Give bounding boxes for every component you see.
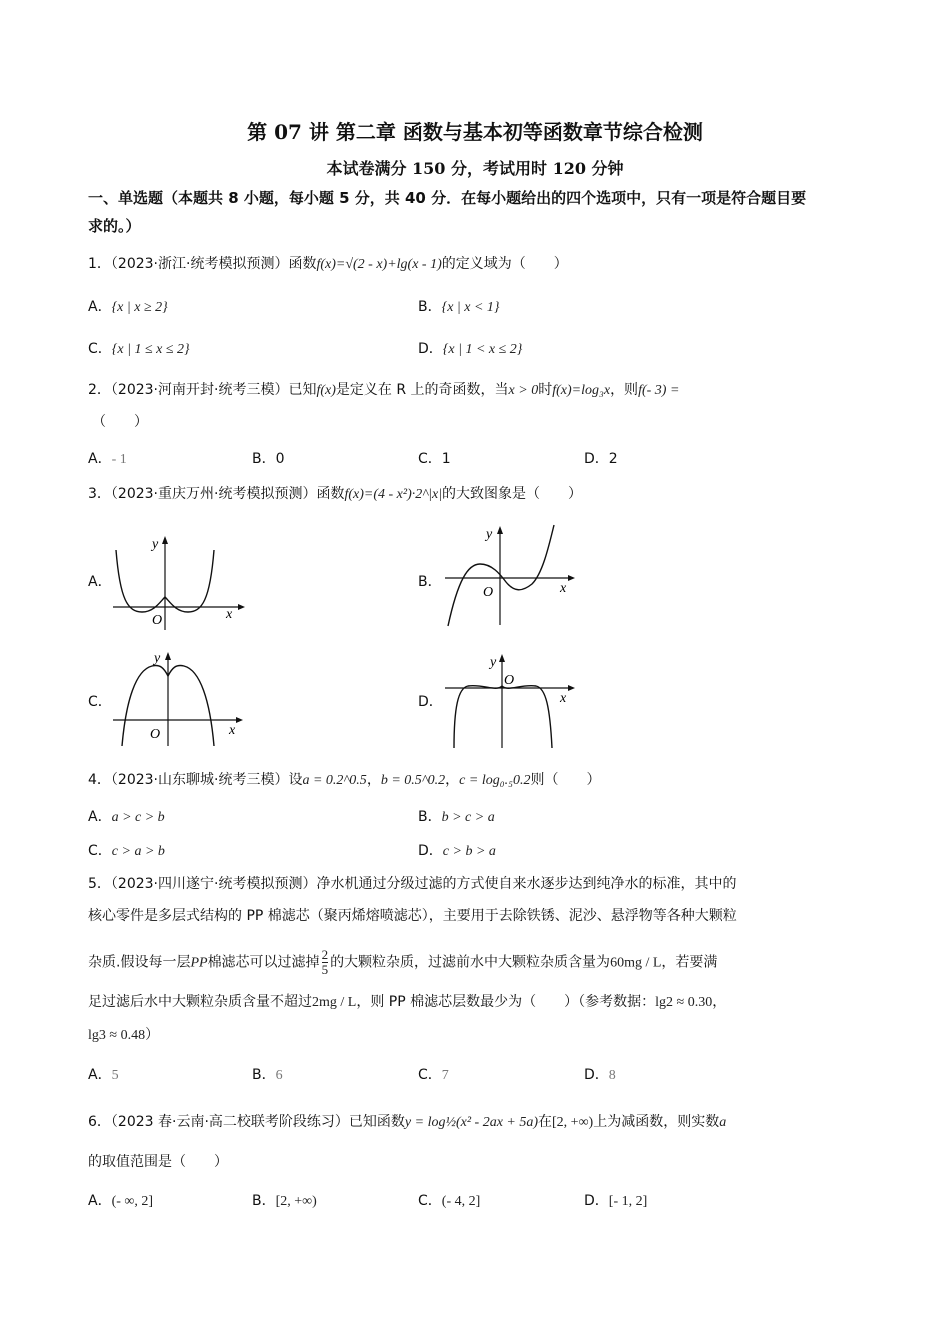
question-5-line2: 核心零件是多层式结构的 PP 棉滤芯（聚丙烯熔喷滤芯），主要用于去除铁锈、泥沙、悬浮物等各种大颗粒 [88,908,737,924]
y-label: y [154,651,161,666]
origin-label: O [152,613,163,628]
q4-option-c[interactable]: C．c > a > b [88,843,165,859]
q3-graph-b[interactable] [440,520,580,630]
q2-option-b[interactable]: B．0 [252,451,285,467]
q4-option-a[interactable]: A．a > c > b [88,809,165,825]
y-label: y [490,655,497,670]
question-1 [88,254,568,275]
question-source: （2023·浙江·统考模拟预测）函数 [110,256,317,272]
q3-option-c[interactable]: C． [88,694,112,710]
q3-option-b[interactable]: B． [418,574,442,590]
q3-option-a[interactable]: A． [88,574,112,590]
q1-option-b[interactable]: B．{x | x < 1} [418,299,500,315]
y-arrow [162,536,168,544]
section-heading: 一、单选题（本题共 8 小题，每小题 5 分，共 40 分．在每小题给出的四个选项中，只有一项是符合题目要 [88,189,807,207]
origin-label: O [150,727,161,742]
y-arrow [165,652,171,660]
q3-graph-a[interactable] [108,530,248,635]
origin-label: O [483,585,494,600]
question-5: 5．（2023·四川遂宁·统考模拟预测）净水机通过分级过滤的方式使自来水逐步达到纯净水的标准，其中的 [88,876,737,892]
q2-option-c[interactable]: C．1 [418,451,451,467]
question-6-line2: 的取值范围是（ ） [88,1154,228,1170]
x-arrow [568,685,575,691]
question-5-line4: 足过滤后水中大颗粒杂质含量不超过2mg / L，则 PP 棉滤芯层数最少为（ ）（参考数据：lg2 ≈ 0.30， [88,994,727,1010]
x-label: x [229,723,236,738]
question-3: 3．（2023·重庆万州·统考模拟预测）函数f(x)=(4 - x²)·2^|x|的大致图象是（ ） [88,486,583,502]
q4-option-d[interactable]: D．c > b > a [418,843,496,859]
fraction-denominator: 5 [321,962,329,977]
q6-option-d[interactable]: D．[- 1, 2] [584,1193,648,1209]
x-arrow [568,575,575,581]
q4-option-b[interactable]: B．b > c > a [418,809,495,825]
x-label: x [226,607,233,622]
y-label: y [152,537,159,552]
question-tail: 的定义域为（ ） [441,256,568,272]
q1-option-a[interactable]: A．{x | x ≥ 2} [88,299,168,315]
q5-option-a[interactable]: A．5 [88,1067,119,1083]
section-heading-cont: 求的。） [88,217,141,235]
y-arrow [499,654,505,662]
origin-label: O [504,673,515,688]
question-5-line5: lg3 ≈ 0.48） [88,1028,160,1043]
q6-option-c[interactable]: C．(- 4, 2] [418,1193,481,1209]
question-2: 2．（2023·河南开封·统考三模）已知f(x)是定义在 R 上的奇函数，当x > 0时f(x)=log₃x，则f(- 3) = [88,382,680,398]
q5-option-b[interactable]: B．6 [252,1067,283,1083]
y-label: y [486,527,493,542]
curve [448,525,554,626]
page-title: 第 07 讲 第二章 函数与基本初等函数章节综合检测 [247,120,703,144]
question-5-line3: 杂质.假设每一层PP棉滤芯可以过滤掉 $\frac{2}{5}$ 的大颗粒杂质，过滤前水中大颗粒杂质含量为60mg / L，若要满 [88,947,718,977]
x-label: x [560,581,567,596]
q5-option-d[interactable]: D．8 [584,1067,616,1083]
x-arrow [236,717,243,723]
page-subtitle: 本试卷满分 150 分，考试用时 120 分钟 [326,159,624,178]
y-arrow [497,526,503,534]
q6-option-a[interactable]: A．(- ∞, 2] [88,1193,154,1209]
question-2-paren: （ ） [92,414,148,430]
curve [454,686,552,748]
question-formula: f(x)=√(2 - x)+lg(x - 1) [316,257,442,272]
q5-option-c[interactable]: C．7 [418,1067,449,1083]
x-arrow [238,604,245,610]
question-4: 4．（2023·山东聊城·统考三模）设a = 0.2^0.5，b = 0.5^0.2，c = log₀.₅0.2则（ ） [88,772,601,788]
q1-option-d[interactable]: D．{x | 1 < x ≤ 2} [418,341,523,357]
fraction-numerator: 2 [321,947,329,962]
q3-graph-c[interactable] [108,648,248,748]
q3-option-d[interactable]: D． [418,694,443,710]
q1-option-c[interactable]: C．{x | 1 ≤ x ≤ 2} [88,341,190,357]
q3-graph-d[interactable] [440,650,580,750]
q2-option-d[interactable]: D．2 [584,451,618,467]
x-label: x [560,691,567,706]
q6-option-b[interactable]: B．[2, +∞) [252,1193,317,1209]
q2-option-a[interactable]: A．- 1 [88,451,127,467]
question-number: 1． [88,256,111,272]
question-6: 6．（2023 春·云南·高二校联考阶段练习）已知函数y = log½(x² - 2ax + 5a)在[2, +∞)上为减函数，则实数a [88,1114,727,1130]
